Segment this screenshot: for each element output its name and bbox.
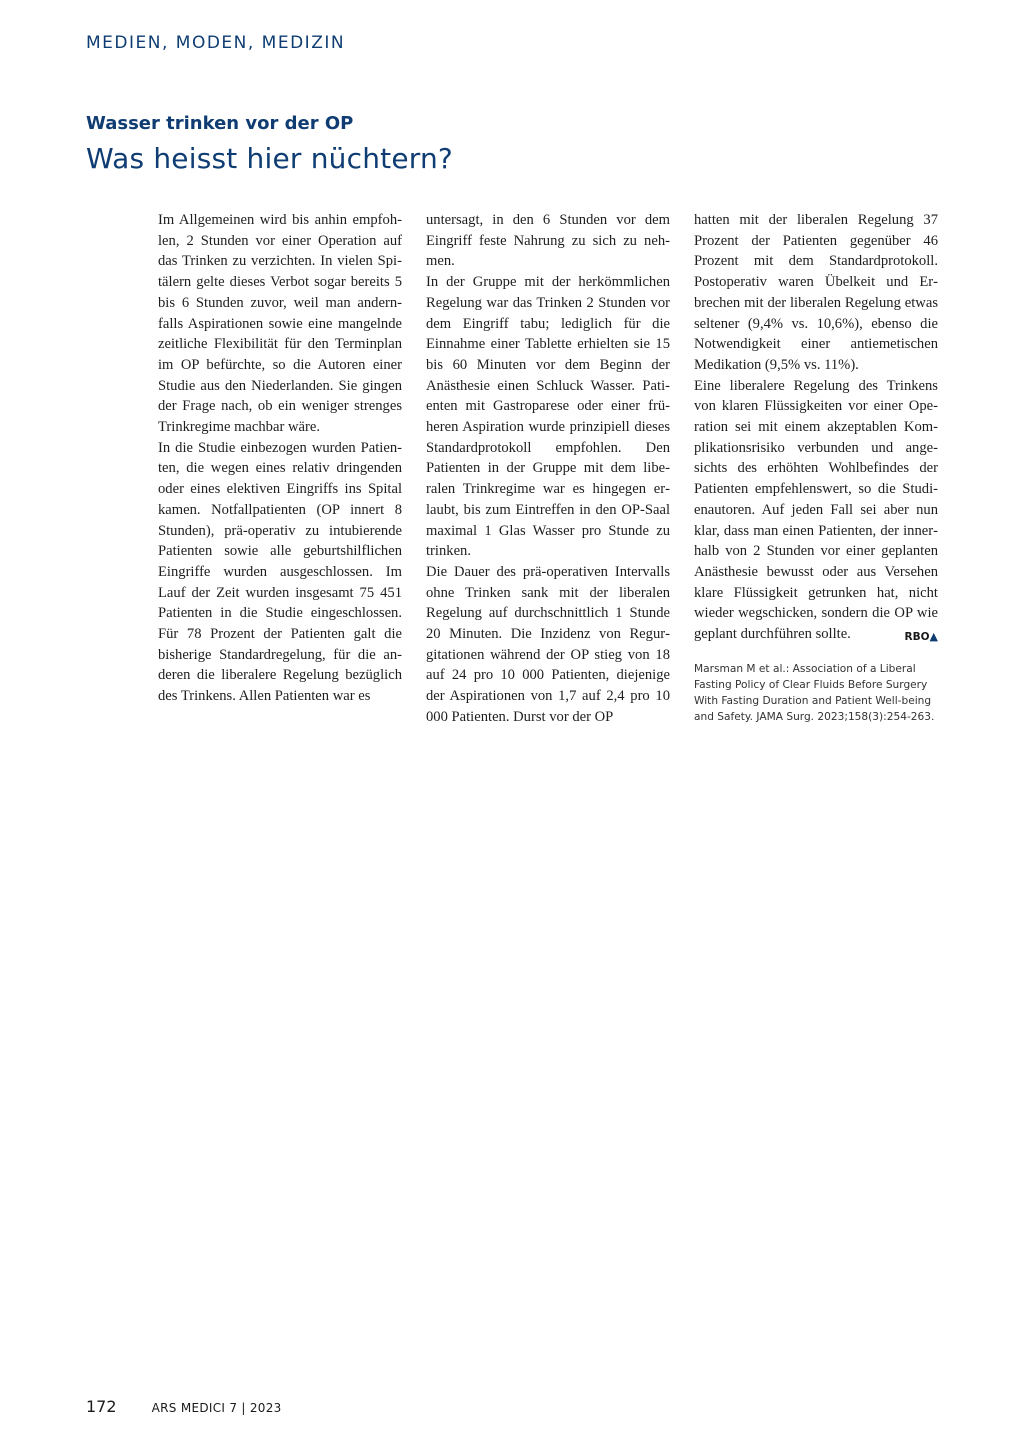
triangle-marker-icon: ▲ [929, 630, 938, 644]
paragraph: hatten mit der liberalen Regelung 37 Prozent der Patienten gegenüber 46 Prozent mit dem Standardprotokoll. Postoperativ waren Übelkeit und Erbrechen mit der liberalen Regelung etwas seltener (9,4% vs. 10,6%), ebenso die Notwendigkeit einer antiemetischen Medikation (9,5% vs. 11%). [694, 212, 938, 373]
paragraph: Die Dauer des prä-operativen Intervalls ohne Trinken sank mit der liberalen Regelung auf durchschnittlich 1 Stunde 20 Minuten. Die Inzidenz von Regurgitationen während der OP stieg von 18 auf 24 pro 10 000 Patienten, diejenige der Aspirationen von 1,7 auf 2,4 pro 10 000 Patienten. Durst vor der OP [426, 563, 670, 725]
page-footer [86, 1397, 282, 1416]
reference-citation: Marsman M et al.: Association of a Liberal Fasting Policy of Clear Fluids Before Surgery With Fasting Duration and Patient Well-being and Safety. JAMA Surg. 2023;158(3):254-263. [694, 662, 935, 723]
article-kicker: Wasser trinken vor der OP [86, 113, 354, 134]
article-column-2 [426, 210, 670, 728]
article-title: Was heisst hier nüchtern? [86, 142, 453, 175]
author-signature [905, 627, 938, 648]
paragraph: untersagt, in den 6 Stunden vor dem Eingriff feste Nahrung zu sich zu nehmen. [426, 212, 670, 270]
paragraph [694, 376, 938, 645]
section-label: MEDIEN, MODEN, MEDIZIN [86, 33, 346, 53]
page-number: 172 [86, 1397, 117, 1416]
paragraph-text: Eine liberalere Regelung des Trinkens von klaren Flüssigkeiten vor einer Operation sei mit einem akzeptablen Komplikationsrisiko verbunden und angesichts des erhöhten Wohlbefindes der Patienten empfehlenswert, so die Studienautoren. Auf jeden Fall sei aber nun klar, dass man einen Patienten, der innerhalb von 2 Stunden vor einer geplanten Anästhesie bewusst oder aus Versehen klare Flüssigkeit getrunken hat, nicht wieder wegschicken, sondern die OP wie geplant durchführen sollte. [694, 377, 938, 643]
paragraph: In die Studie einbezogen wurden Patienten, die wegen eines relativ dringenden oder eines elektiven Eingriffs ins Spital kamen. Notfallpatienten (OP innert 8 Stunden), prä-operativ zu intubierende Patienten sowie alle geburtshilflichen Eingriffe wurden ausgeschlossen. Im Lauf der Zeit wurden insgesamt 75 451 Patienten in die Studie eingeschlossen. Für 78 Prozent der Patienten galt die bisherige Standardregelung, für die anderen die liberalere Regelung bezüglich des Trinkens. Allen Patienten war es [158, 439, 402, 705]
article-column-3 [694, 210, 938, 725]
author-initials: RBO [904, 631, 930, 644]
paragraph: Im Allgemeinen wird bis anhin empfohlen, 2 Stunden vor einer Operation auf das Trinken zu verzichten. In vielen Spitälern gelte dieses Verbot sogar bereits 5 bis 6 Stunden zuvor, weil man andernfalls Aspirationen sowie eine mangelnde zeitliche Flexibilität für den Terminplan im OP befürchte, so die Autoren einer Studie aus den Niederlanden. Sie gingen der Frage nach, ob ein weniger strenges Trinkregime machbar wäre. [158, 212, 402, 436]
journal-issue: ARS MEDICI 7 | 2023 [151, 1401, 282, 1415]
article-column-1 [158, 210, 402, 707]
paragraph: In der Gruppe mit der herkömmlichen Regelung war das Trinken 2 Stunden vor dem Eingriff tabu; lediglich für die Einnahme einer Tablette erhielten sie 15 bis 60 Minuten vor dem Beginn der Anästhesie einen Schluck Wasser. Patienten mit Gastroparese oder einer früheren Aspiration wurde prinzipiell dieses Standardprotokoll empfohlen. Den Patienten in der Gruppe mit dem liberalen Trinkregime war es hingegen erlaubt, bis zum Eintreffen in den OP-Saal maximal 1 Glas Wasser pro Stunde zu trinken. [426, 274, 670, 560]
